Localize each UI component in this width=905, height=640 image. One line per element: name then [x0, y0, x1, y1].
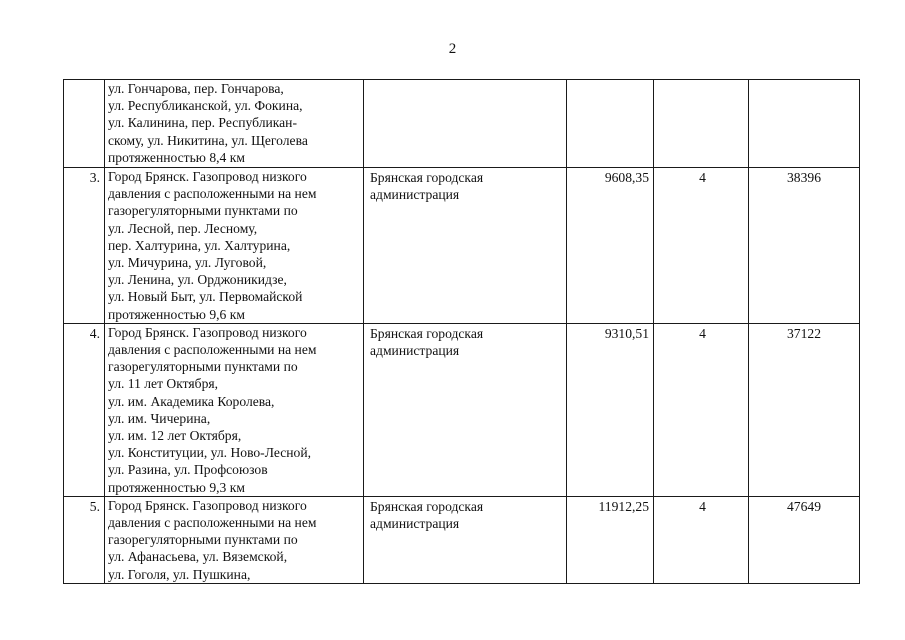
object-name-line: Город Брянск. Газопровод низкого [108, 169, 307, 184]
total-cell: 38396 [749, 168, 860, 324]
row-number-cell: 5. [64, 496, 105, 583]
object-name-line: ул. Конституции, ул. Ново-Лесной, [108, 445, 311, 461]
total-cell [749, 80, 860, 168]
object-name-line: Город Брянск. Газопровод низкого [108, 497, 307, 513]
object-name-line: скому, ул. Никитина, ул. Щеголева [108, 132, 308, 148]
object-name-line: давления с расположенными на нем [108, 342, 317, 358]
organization-line: Брянская городская [370, 170, 484, 185]
object-name-line: газорегуляторными пунктами по [108, 359, 298, 375]
organization-line: администрация [370, 187, 460, 203]
organization-line: администрация [370, 516, 460, 532]
object-name-line: давления с расположенными на нем [108, 186, 317, 202]
object-name-line: ул. Гончарова, пер. Гончарова, [108, 81, 284, 96]
object-name-line: ул. Новый Быт, ул. Первомайской [108, 289, 303, 305]
object-name-line: газорегуляторными пунктами по [108, 532, 298, 548]
object-name-line: ул. Афанасьева, ул. Вяземской, [108, 549, 288, 565]
object-name-line: ул. Республиканской, ул. Фокина, [108, 98, 303, 114]
table-row [64, 168, 860, 324]
object-name-line: ул. Калинина, пер. Республикан- [108, 115, 297, 131]
object-name-line: ул. Лесной, пер. Лесному, [108, 220, 258, 236]
category-cell: 4 [654, 323, 749, 496]
row-number-cell: 3. [64, 168, 105, 324]
total-cell: 37122 [749, 323, 860, 496]
page-number: 2 [448, 41, 457, 57]
object-name-line: ул. Разина, ул. Профсоюзов [108, 462, 268, 478]
object-name-cell [105, 168, 364, 324]
organization-cell [364, 168, 567, 324]
organization-line: Брянская городская [370, 325, 484, 341]
table-row [64, 80, 860, 168]
organization-cell [364, 496, 567, 583]
category-cell: 4 [654, 168, 749, 324]
object-name-line: ул. 11 лет Октября, [108, 376, 219, 392]
object-name-line: ул. им. Академика Королева, [108, 393, 275, 409]
object-name-line: газорегуляторными пунктами по [108, 203, 298, 219]
row-number-cell: 4. [64, 323, 105, 496]
table-row [64, 323, 860, 496]
length-cell: 11912,25 [567, 496, 654, 583]
object-name-cell [105, 323, 364, 496]
category-cell [654, 80, 749, 168]
row-number-cell [64, 80, 105, 168]
length-cell: 9310,51 [567, 323, 654, 496]
total-cell: 47649 [749, 496, 860, 583]
organization-cell [364, 80, 567, 168]
object-name-line: протяженностью 9,6 км [108, 306, 245, 322]
organization-line: Брянская городская [370, 498, 484, 514]
category-cell: 4 [654, 496, 749, 583]
object-name-line: ул. Мичурина, ул. Луговой, [108, 255, 267, 271]
object-name-line: протяженностью 9,3 км [108, 479, 245, 495]
object-name-line: протяженностью 8,4 км [108, 149, 245, 165]
object-name-line: ул. Ленина, ул. Орджоникидзе, [108, 272, 287, 288]
object-name-line: давления с расположенными на нем [108, 515, 317, 531]
object-name-line: ул. Гоголя, ул. Пушкина, [108, 566, 251, 582]
length-cell [567, 80, 654, 168]
length-cell: 9608,35 [567, 168, 654, 324]
objects-table [63, 79, 860, 584]
object-name-line: пер. Халтурина, ул. Халтурина, [108, 237, 291, 253]
object-name-line: ул. им. Чичерина, [108, 410, 211, 426]
object-name-cell [105, 496, 364, 583]
object-name-cell [105, 80, 364, 168]
object-name-line: ул. им. 12 лет Октября, [108, 428, 242, 444]
organization-line: администрация [370, 343, 460, 359]
table-row [64, 496, 860, 583]
organization-cell [364, 323, 567, 496]
object-name-line: Город Брянск. Газопровод низкого [108, 324, 307, 340]
